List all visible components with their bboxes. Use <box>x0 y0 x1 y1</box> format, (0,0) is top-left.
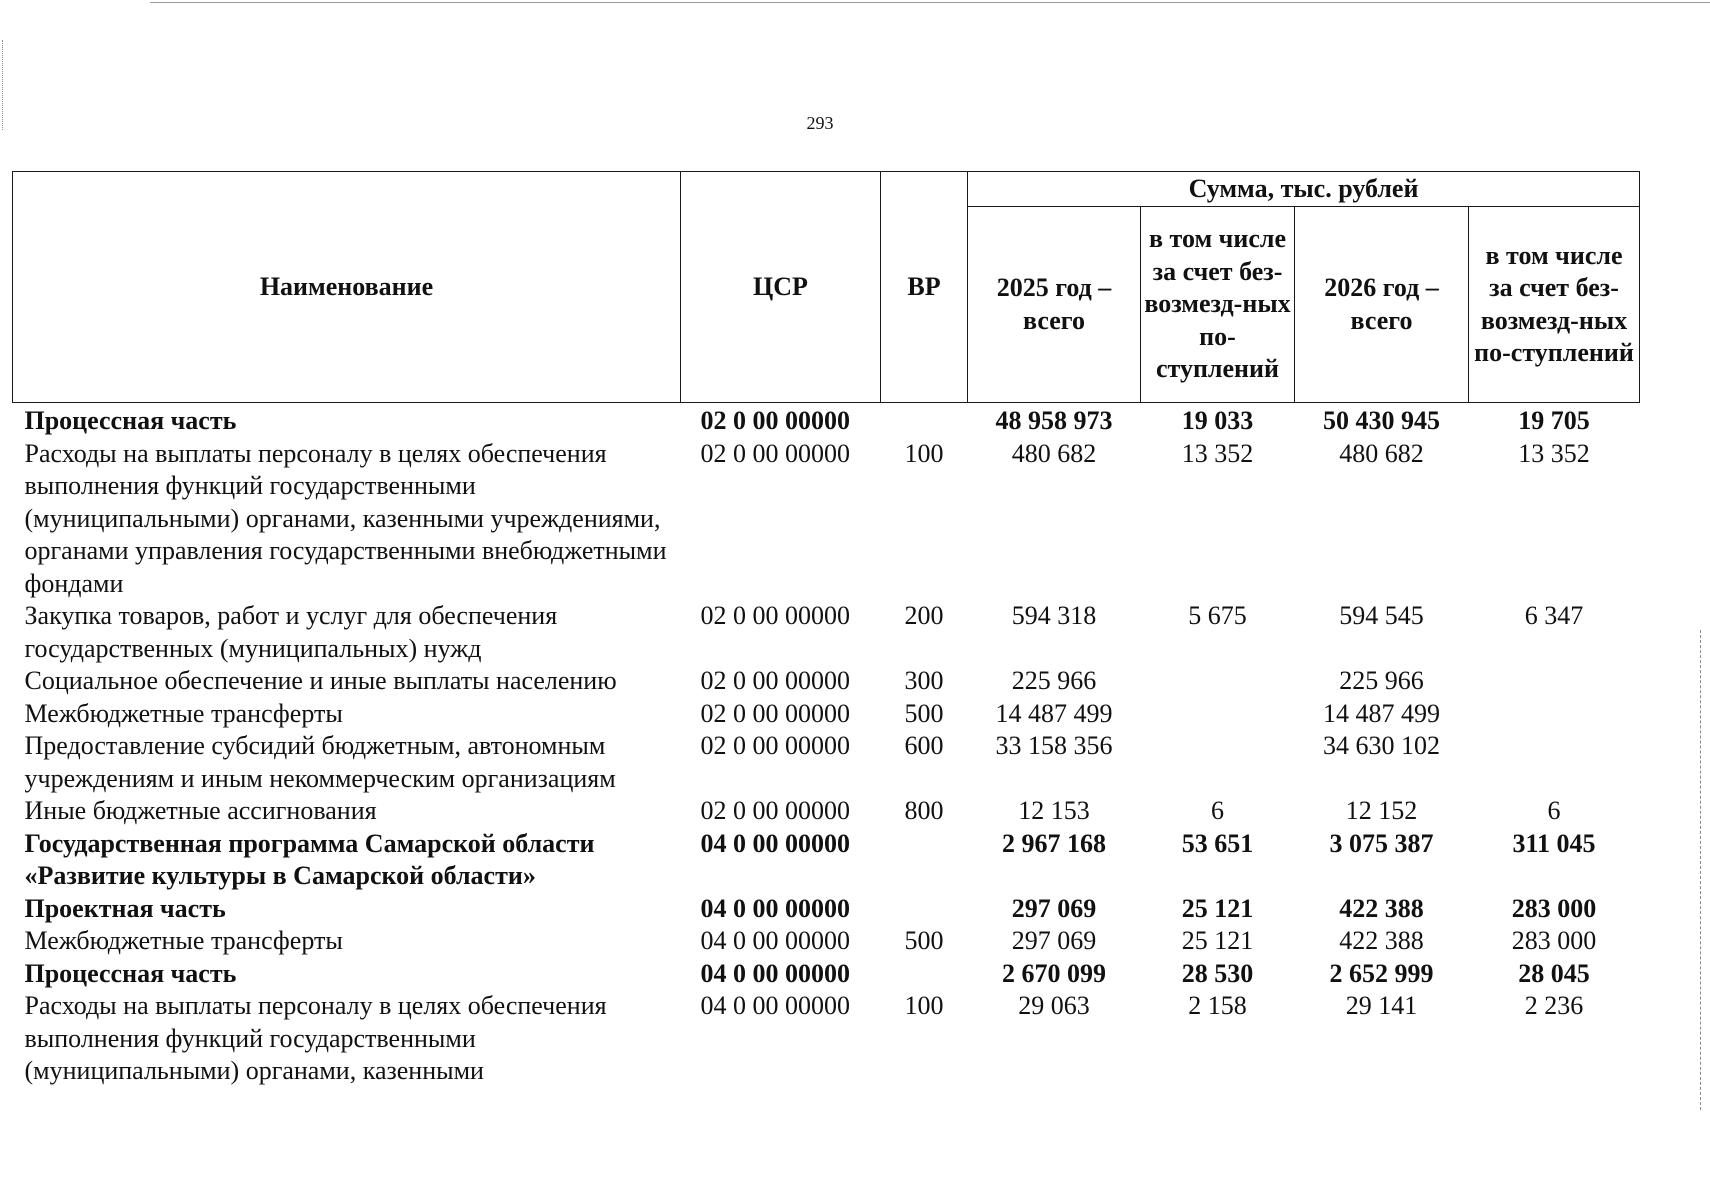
row-2025-grants: 2 158 <box>1188 991 1247 1020</box>
row-2025-total: 33 158 356 <box>995 731 1113 760</box>
row-2026-total: 225 966 <box>1339 666 1424 695</box>
table-body <box>13 403 1640 1088</box>
table-row <box>13 828 1640 893</box>
row-2026-grants: 28 045 <box>1518 958 1590 988</box>
scan-edge-mark <box>1700 630 1703 1110</box>
header-csr: ЦСР <box>681 172 881 403</box>
row-2026-total: 3 075 387 <box>1329 828 1434 858</box>
row-2026-total: 2 652 999 <box>1329 958 1434 988</box>
row-name: Закупка товаров, работ и услуг для обеспечения государственных (муниципальных) нужд <box>24 601 558 663</box>
row-name: Государственная программа Самарской области «Развитие культуры в Самарской области» <box>24 828 595 890</box>
row-csr: 04 0 00 00000 <box>700 828 850 858</box>
row-vr: 500 <box>904 926 944 955</box>
row-csr: 02 0 00 00000 <box>700 438 850 468</box>
row-2026-total: 29 141 <box>1345 991 1418 1020</box>
row-name: Предоставление субсидий бюджетным, автономным учреждениям и иным некоммерческим организациям <box>24 731 616 793</box>
row-2025-grants: 5 675 <box>1188 601 1247 630</box>
row-2026-total: 422 388 <box>1339 893 1424 923</box>
row-csr: 04 0 00 00000 <box>700 893 850 923</box>
row-vr <box>881 958 968 991</box>
header-sum: Сумма, тыс. рублей <box>968 172 1640 207</box>
header-2026-grants: в том числе за счет без-возмезд-ных по-ступлений <box>1469 207 1640 403</box>
row-csr: 04 0 00 00000 <box>700 958 850 988</box>
row-csr: 02 0 00 00000 <box>700 731 850 760</box>
row-2026-grants <box>1469 665 1640 698</box>
row-name: Иные бюджетные ассигнования <box>24 796 377 825</box>
row-2026-grants: 13 352 <box>1518 438 1590 468</box>
row-2026-grants: 283 000 <box>1511 893 1597 923</box>
row-2025-total: 297 069 <box>1011 893 1097 923</box>
page-number: 293 <box>806 113 834 133</box>
row-2026-total: 422 388 <box>1339 926 1424 955</box>
row-vr: 800 <box>904 796 944 825</box>
row-vr: 500 <box>904 698 944 728</box>
row-name: Межбюджетные трансферты <box>24 926 343 955</box>
row-2026-grants: 311 045 <box>1512 828 1596 858</box>
row-2025-total: 12 153 <box>1018 796 1090 825</box>
row-2026-grants: 2 236 <box>1524 991 1584 1020</box>
row-name: Проектная часть <box>24 893 226 923</box>
row-vr: 100 <box>904 991 944 1020</box>
row-2026-total: 50 430 945 <box>1323 406 1440 435</box>
header-2025-total: 2025 год – всего <box>968 207 1141 403</box>
row-2025-total: 14 487 499 <box>995 698 1113 728</box>
row-2026-grants: 283 000 <box>1511 926 1597 955</box>
table-row <box>13 698 1640 731</box>
row-2026-grants <box>1469 698 1640 731</box>
row-csr: 04 0 00 00000 <box>700 991 850 1020</box>
table-row <box>13 438 1640 601</box>
row-2026-total: 480 682 <box>1339 438 1424 468</box>
row-2025-grants: 53 651 <box>1181 828 1254 858</box>
row-2025-grants <box>1141 730 1295 795</box>
row-csr: 02 0 00 00000 <box>700 698 850 728</box>
scan-top-rule <box>150 2 1710 3</box>
table-row <box>13 730 1640 795</box>
row-2025-grants: 28 530 <box>1181 958 1254 988</box>
row-csr: 02 0 00 00000 <box>700 666 850 695</box>
table-row <box>13 795 1640 828</box>
row-2025-grants <box>1141 698 1295 731</box>
row-2026-grants: 6 <box>1547 796 1561 825</box>
table-row <box>13 665 1640 698</box>
row-name: Расходы на выплаты персоналу в целях обеспечения выполнения функций государственными (муниципальными) органами, казенными учреждениями, органами управления государственными внебюджетными фондами <box>24 438 667 598</box>
row-2025-grants: 6 <box>1211 796 1224 825</box>
row-2025-grants: 19 033 <box>1181 406 1254 435</box>
row-vr: 100 <box>904 438 944 468</box>
row-2025-grants: 13 352 <box>1181 438 1254 468</box>
row-2025-grants: 25 121 <box>1181 926 1254 955</box>
row-2025-total: 297 069 <box>1011 926 1097 955</box>
row-vr <box>881 403 968 438</box>
row-vr <box>881 828 968 893</box>
row-csr: 02 0 00 00000 <box>700 601 850 630</box>
header-2025-grants: в том числе за счет без-возмезд-ных по-ступлений <box>1141 207 1295 403</box>
scan-edge-mark <box>2 40 11 130</box>
row-2026-total: 594 545 <box>1339 601 1424 630</box>
row-csr: 04 0 00 00000 <box>700 926 850 955</box>
budget-table <box>12 171 1640 1088</box>
row-2025-total: 225 966 <box>1011 666 1097 695</box>
table-row <box>13 600 1640 665</box>
row-vr <box>881 893 968 926</box>
row-2026-grants: 6 347 <box>1524 601 1584 630</box>
table-row <box>13 990 1640 1088</box>
row-csr: 02 0 00 00000 <box>700 796 850 825</box>
header-vr: ВР <box>881 172 968 403</box>
header-name: Наименование <box>13 172 681 403</box>
row-name: Процессная часть <box>24 406 237 435</box>
row-2026-grants <box>1469 730 1640 795</box>
row-2025-total: 48 958 973 <box>995 406 1113 435</box>
row-name: Процессная часть <box>24 958 237 988</box>
table-row <box>13 958 1640 991</box>
table-header <box>13 172 1640 403</box>
table-row <box>13 403 1640 438</box>
row-2025-grants <box>1141 665 1295 698</box>
row-name: Расходы на выплаты персоналу в целях обеспечения выполнения функций государственными (муниципальными) органами, казенными <box>24 991 607 1085</box>
row-2026-total: 12 152 <box>1345 796 1418 825</box>
row-vr: 200 <box>904 601 944 630</box>
row-2025-total: 29 063 <box>1018 991 1090 1020</box>
row-2026-total: 14 487 499 <box>1323 698 1440 728</box>
row-csr: 02 0 00 00000 <box>700 406 850 435</box>
row-name: Межбюджетные трансферты <box>24 698 343 728</box>
row-2026-grants: 19 705 <box>1518 406 1590 435</box>
row-2025-total: 480 682 <box>1011 438 1097 468</box>
row-2026-total: 34 630 102 <box>1323 731 1440 760</box>
row-2025-total: 594 318 <box>1011 601 1097 630</box>
header-2026-total: 2026 год – всего <box>1295 207 1469 403</box>
table-row <box>13 893 1640 926</box>
row-2025-total: 2 967 168 <box>1002 828 1106 858</box>
row-2025-total: 2 670 099 <box>1002 958 1106 988</box>
row-vr: 300 <box>904 666 944 695</box>
row-2025-grants: 25 121 <box>1181 893 1254 923</box>
row-vr: 600 <box>904 731 944 760</box>
row-name: Социальное обеспечение и иные выплаты населению <box>24 666 617 695</box>
table-row <box>13 925 1640 958</box>
